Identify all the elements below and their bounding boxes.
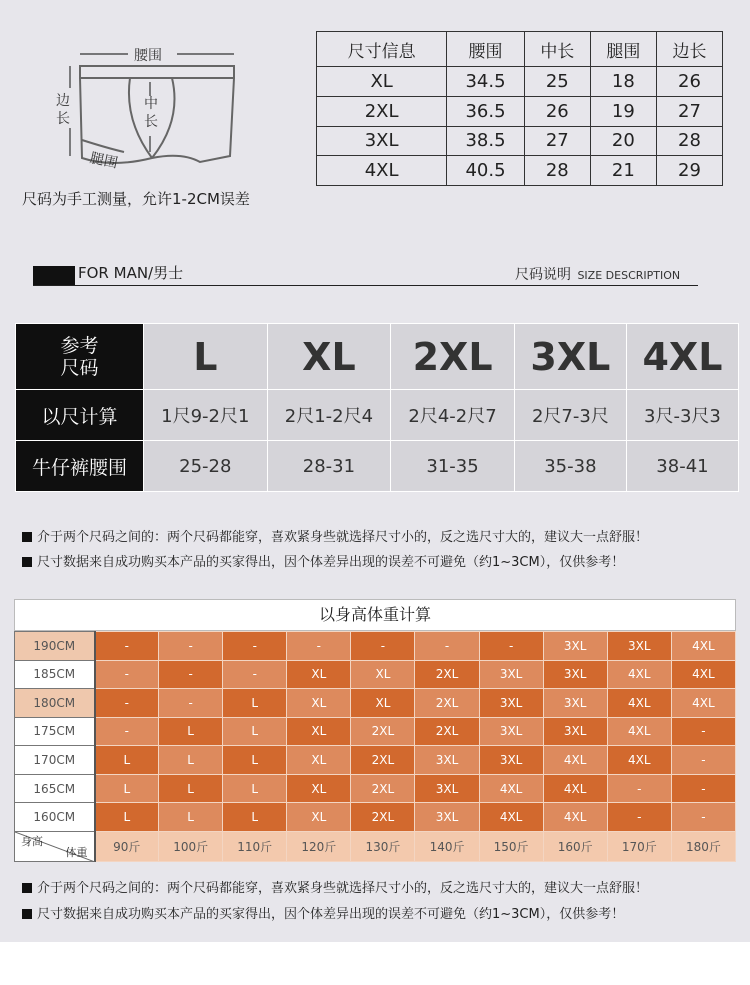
size-cell: - xyxy=(671,717,735,746)
table-cell: 4XL xyxy=(317,156,447,186)
note-item xyxy=(22,551,624,570)
corner-header-line: 尺码 xyxy=(60,356,99,379)
size-cell: XL xyxy=(287,746,351,775)
size-cell: 4XL xyxy=(607,689,671,718)
table-cell: 26 xyxy=(524,96,590,126)
size-cell: - xyxy=(671,803,735,832)
size-cell: XL xyxy=(287,689,351,718)
size-cell: 4XL xyxy=(479,803,543,832)
size-cell: - xyxy=(159,689,223,718)
table-cell: 18 xyxy=(590,67,656,97)
note-text: 尺寸数据来自成功购买本产品的买家得出，因个体差异出现的误差不可避免（约1~3CM），仅供参考！ xyxy=(37,907,625,922)
size-cell: - xyxy=(287,632,351,661)
waist-label: 腰围 xyxy=(134,48,162,64)
size-cell: 4XL xyxy=(543,746,607,775)
reference-size-table xyxy=(15,323,739,492)
size-cell: 3XL xyxy=(479,717,543,746)
size-header-cell: 4XL xyxy=(626,324,738,390)
row-header: 牛仔裤腰围 xyxy=(16,441,144,492)
table-cell: 28 xyxy=(656,126,722,156)
table-row xyxy=(16,441,739,492)
row-header: 以尺计算 xyxy=(16,390,144,441)
table-row xyxy=(15,632,736,661)
table-cell: 2尺1-2尺4 xyxy=(267,390,391,441)
size-cell: L xyxy=(95,774,159,803)
table-row xyxy=(15,746,736,775)
middle-label: 中长 xyxy=(144,96,158,130)
size-cell: - xyxy=(479,632,543,661)
table-row xyxy=(317,126,723,156)
table-cell: 27 xyxy=(656,96,722,126)
bullet-square-icon xyxy=(22,909,32,919)
weight-label: 130斤 xyxy=(351,831,415,861)
size-cell: 3XL xyxy=(415,746,479,775)
note-text: 介于两个尺码之间的：两个尺码都能穿，喜欢紧身些就选择尺寸小的，反之选尺寸大的，建议大一点舒服！ xyxy=(37,530,649,545)
corner-header-line: 参考 xyxy=(60,334,99,357)
note-item xyxy=(22,526,648,545)
size-cell: 3XL xyxy=(479,689,543,718)
table-header-cell: 腰围 xyxy=(447,32,525,67)
section-subtitle-cn: 尺码说明 xyxy=(515,267,571,283)
table-row xyxy=(16,390,739,441)
table-header-cell: 尺寸信息 xyxy=(317,32,447,67)
size-cell: - xyxy=(351,632,415,661)
height-label: 190CM xyxy=(15,632,95,661)
size-cell: 3XL xyxy=(415,774,479,803)
table-header-row xyxy=(317,32,723,67)
size-cell: 3XL xyxy=(479,746,543,775)
size-cell: - xyxy=(223,632,287,661)
size-header-row xyxy=(16,324,739,390)
table-cell: 35-38 xyxy=(514,441,626,492)
bullet-square-icon xyxy=(22,557,32,567)
table-row xyxy=(15,717,736,746)
table-header-cell: 边长 xyxy=(656,32,722,67)
table-row xyxy=(15,803,736,832)
weight-row xyxy=(15,831,736,861)
size-cell: 4XL xyxy=(607,660,671,689)
size-cell: L xyxy=(223,717,287,746)
corner-height-label: 身高 xyxy=(21,834,43,848)
size-cell: 2XL xyxy=(351,774,415,803)
size-cell: - xyxy=(223,660,287,689)
size-cell: 4XL xyxy=(671,660,735,689)
side-label: 边长 xyxy=(56,93,70,127)
brief-diagram xyxy=(52,40,252,180)
size-cell: - xyxy=(95,632,159,661)
table-cell: 25 xyxy=(524,67,590,97)
size-cell: 3XL xyxy=(543,660,607,689)
size-cell: 4XL xyxy=(671,689,735,718)
corner-cell xyxy=(15,831,95,861)
size-cell: XL xyxy=(287,717,351,746)
table-cell: 31-35 xyxy=(391,441,515,492)
table-row xyxy=(15,689,736,718)
note-item xyxy=(22,877,648,896)
garment-size-table xyxy=(316,31,723,186)
table-cell: 20 xyxy=(590,126,656,156)
note-text: 介于两个尺码之间的：两个尺码都能穿，喜欢紧身些就选择尺寸小的，反之选尺寸大的，建议大一点舒服！ xyxy=(37,881,649,896)
weight-label: 110斤 xyxy=(223,831,287,861)
table-cell: 2尺7-3尺 xyxy=(514,390,626,441)
size-cell: L xyxy=(223,774,287,803)
leg-label: 腿围 xyxy=(88,150,120,172)
size-cell: 3XL xyxy=(479,660,543,689)
size-header-cell: 2XL xyxy=(391,324,515,390)
size-cell: - xyxy=(95,660,159,689)
table-cell: 36.5 xyxy=(447,96,525,126)
size-cell: XL xyxy=(287,660,351,689)
size-header-cell: 3XL xyxy=(514,324,626,390)
size-cell: 3XL xyxy=(543,632,607,661)
table-cell: 38.5 xyxy=(447,126,525,156)
table-cell: 38-41 xyxy=(626,441,738,492)
section-subtitle xyxy=(515,264,680,284)
size-cell: 4XL xyxy=(607,717,671,746)
table-cell: 3尺-3尺3 xyxy=(626,390,738,441)
height-label: 180CM xyxy=(15,689,95,718)
table-row xyxy=(317,67,723,97)
size-header-cell: XL xyxy=(267,324,391,390)
size-cell: 2XL xyxy=(351,803,415,832)
size-cell: - xyxy=(159,660,223,689)
size-cell: L xyxy=(95,803,159,832)
weight-label: 120斤 xyxy=(287,831,351,861)
note-item xyxy=(22,903,624,922)
size-cell: - xyxy=(415,632,479,661)
table-cell: 27 xyxy=(524,126,590,156)
size-cell: - xyxy=(671,746,735,775)
size-cell: - xyxy=(95,689,159,718)
weight-label: 150斤 xyxy=(479,831,543,861)
height-label: 185CM xyxy=(15,660,95,689)
size-cell: XL xyxy=(287,803,351,832)
size-cell: L xyxy=(159,803,223,832)
table-header-cell: 中长 xyxy=(524,32,590,67)
size-cell: 3XL xyxy=(607,632,671,661)
corner-weight-label: 体重 xyxy=(65,846,88,859)
table-cell: 26 xyxy=(656,67,722,97)
table-row xyxy=(15,774,736,803)
bullet-square-icon xyxy=(22,532,32,542)
size-cell: - xyxy=(607,803,671,832)
table-cell: 2尺4-2尺7 xyxy=(391,390,515,441)
size-cell: XL xyxy=(287,774,351,803)
table-row xyxy=(317,96,723,126)
table-cell: 21 xyxy=(590,156,656,186)
size-cell: - xyxy=(159,632,223,661)
table-cell: 1尺9-2尺1 xyxy=(144,390,268,441)
size-cell: L xyxy=(95,746,159,775)
size-header-cell: L xyxy=(144,324,268,390)
note-text: 尺寸数据来自成功购买本产品的买家得出，因个体差异出现的误差不可避免（约1~3CM），仅供参考！ xyxy=(37,555,625,570)
weight-label: 90斤 xyxy=(95,831,159,861)
height-label: 165CM xyxy=(15,774,95,803)
size-cell: 3XL xyxy=(543,689,607,718)
size-cell: 2XL xyxy=(415,660,479,689)
corner-header xyxy=(16,324,144,390)
size-cell: - xyxy=(607,774,671,803)
weight-label: 140斤 xyxy=(415,831,479,861)
size-cell: XL xyxy=(351,689,415,718)
table-cell: 19 xyxy=(590,96,656,126)
size-cell: L xyxy=(159,774,223,803)
height-label: 170CM xyxy=(15,746,95,775)
size-cell: L xyxy=(223,746,287,775)
measure-caption: 尺码为手工测量，允许1-2CM误差 xyxy=(22,190,250,208)
size-cell: L xyxy=(159,746,223,775)
size-cell: 4XL xyxy=(607,746,671,775)
table-cell: 25-28 xyxy=(144,441,268,492)
section-title: FOR MAN/男士 xyxy=(78,264,184,282)
size-cell: 4XL xyxy=(671,632,735,661)
table-cell: 2XL xyxy=(317,96,447,126)
section-subtitle-en: SIZE DESCRIPTION xyxy=(577,269,681,282)
size-cell: 2XL xyxy=(415,689,479,718)
height-label: 160CM xyxy=(15,803,95,832)
size-cell: 3XL xyxy=(415,803,479,832)
size-cell: - xyxy=(95,717,159,746)
weight-label: 160斤 xyxy=(543,831,607,861)
table-cell: 40.5 xyxy=(447,156,525,186)
height-weight-table xyxy=(14,631,736,862)
table-cell: 34.5 xyxy=(447,67,525,97)
table-row xyxy=(15,660,736,689)
weight-label: 170斤 xyxy=(607,831,671,861)
bullet-square-icon xyxy=(22,883,32,893)
table-cell: XL xyxy=(317,67,447,97)
table-cell: 28 xyxy=(524,156,590,186)
section-marker xyxy=(33,266,75,286)
height-label: 175CM xyxy=(15,717,95,746)
table-cell: 28-31 xyxy=(267,441,391,492)
size-cell: 2XL xyxy=(415,717,479,746)
size-cell: 4XL xyxy=(543,774,607,803)
table-cell: 3XL xyxy=(317,126,447,156)
size-cell: 3XL xyxy=(543,717,607,746)
size-cell: 4XL xyxy=(543,803,607,832)
weight-label: 180斤 xyxy=(671,831,735,861)
weight-label: 100斤 xyxy=(159,831,223,861)
size-cell: L xyxy=(223,803,287,832)
table-row xyxy=(317,156,723,186)
size-cell: 2XL xyxy=(351,717,415,746)
size-cell: - xyxy=(671,774,735,803)
table-header-cell: 腿围 xyxy=(590,32,656,67)
size-cell: L xyxy=(223,689,287,718)
table-cell: 29 xyxy=(656,156,722,186)
height-weight-title: 以身高体重计算 xyxy=(14,599,736,631)
size-cell: XL xyxy=(351,660,415,689)
section-divider xyxy=(33,285,698,286)
size-cell: L xyxy=(159,717,223,746)
size-cell: 2XL xyxy=(351,746,415,775)
size-cell: 4XL xyxy=(479,774,543,803)
